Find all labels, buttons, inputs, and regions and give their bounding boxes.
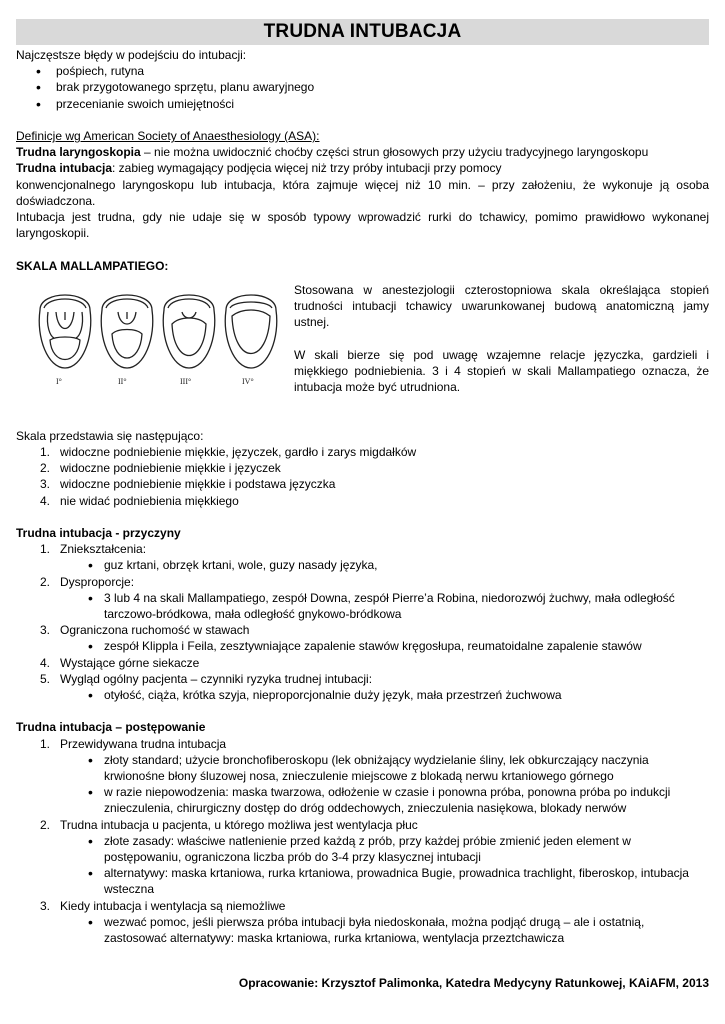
- causes-list: [16, 541, 709, 703]
- grade-label: II°: [118, 376, 127, 386]
- definition-note: Intubacja jest trudna, gdy nie udaje się w sposób typowy wprowadzić rurki do tchawicy, pomimo prawidłowo wykonanej laryngoskopii.: [16, 210, 709, 241]
- list-item: 4. nie widać podniebienia miękkiego: [40, 493, 239, 508]
- causes-heading: Trudna intubacja - przyczyny: [16, 526, 181, 541]
- mallampati-mouth-3: [163, 295, 215, 368]
- sub-item: • złote zasady: właściwe natlenienie przed każdą z prób, przy każdej próbie zmienić jeden element w postępowaniu, ograniczona liczba prób do 3-4 przy klasycznej intubacji: [16, 833, 709, 865]
- sub-item: • zespół Klippla i Feila, zesztywniające zapalenie stawów kręgosłupa, reumatoidalne zapalenie stawów: [16, 638, 709, 654]
- list-item: • pośpiech, rutyna: [16, 63, 709, 79]
- list-item: • przecenianie swoich umiejętności: [16, 96, 709, 112]
- sub-item: • w razie niepowodzenia: maska twarzowa, odłożenie w czasie i ponowna próba, ponowna próba po indukcji znieczulenia, chirurgiczny dostęp do dróg oddechowych, znieczulenia nasiękowa, blokady nerwów: [16, 784, 709, 816]
- list-item: 3. Ograniczona ruchomość w stawach • zespół Klippla i Feila, zesztywniające zapalenie stawów kręgosłupa, reumatoidalne zapalenie stawów: [16, 622, 709, 654]
- procedure-heading: Trudna intubacja – postępowanie: [16, 720, 206, 735]
- list-item: • brak przygotowanego sprzętu, planu awaryjnego: [16, 79, 709, 95]
- list-item: 2. widoczne podniebienie miękkie i języczek: [40, 461, 281, 476]
- term: Trudna laryngoskopia: [16, 145, 141, 160]
- sub-item: • guz krtani, obrzęk krtani, wole, guzy nasady języka,: [16, 557, 709, 573]
- mallampati-description: [294, 282, 709, 395]
- intro-list: [16, 63, 709, 112]
- mallampati-heading: SKALA MALLAMPATIEGO:: [16, 258, 169, 273]
- mallampati-mouth-4: [225, 295, 277, 368]
- definitions-heading: Definicje wg American Society of Anaesthesiology (ASA):: [16, 129, 320, 143]
- scale-list: [16, 444, 709, 509]
- grade-label: IV°: [242, 376, 254, 386]
- sub-item: • wezwać pomoc, jeśli pierwsza próba intubacji była niedoskonała, można podjąć drugą – ale i ostatnią, zastosować alternatywy: maska krtaniowa, rurka krtaniowa, wentylacja przeztchawicza: [16, 914, 709, 946]
- scale-heading: Skala przedstawia się następująco:: [16, 428, 204, 443]
- definition-text: : zabieg wymagający podjęcia więcej niż trzy próby intubacji przy pomocy: [112, 161, 502, 176]
- mallampati-section: [16, 276, 709, 428]
- list-item: 1. Zniekształcenia: • guz krtani, obrzęk krtani, wole, guzy nasady języka,: [16, 541, 709, 573]
- definition-laryngoscopy: [16, 144, 709, 160]
- page-title: TRUDNA INTUBACJA: [16, 19, 709, 45]
- term: Trudna intubacja: [16, 161, 113, 176]
- definition-intubation: [16, 160, 709, 176]
- list-item: 1. widoczne podniebienie miękkie, języczek, gardło i zarys migdałków: [40, 445, 417, 460]
- mallampati-mouth-1: [39, 295, 91, 368]
- definition-text: – nie można uwidocznić choćby części strun głosowych przy użyciu tradycyjnego laryngoskopu: [140, 145, 649, 160]
- sub-item: • alternatywy: maska krtaniowa, rurka krtaniowa, prowadnica Bugie, prowadnica trachlight, fiberoskop, intubacja wsteczna: [16, 865, 709, 897]
- document: [16, 19, 709, 946]
- list-item: 4. Wystające górne siekacze: [40, 655, 200, 670]
- sub-item: • otyłość, ciąża, krótka szyja, nieproporcjonalnie duży język, mała przestrzeń żuchwowa: [16, 687, 709, 703]
- list-item: 2. Dysproporcje: • 3 lub 4 na skali Mallampatiego, zespół Downa, zespół Pierre’a Robina, niedorozwój żuchwy, mała odległość tarczowo-bródkowa, mała odległość gnykowo-bródkowa: [16, 574, 709, 623]
- mallampati-figure: [34, 282, 284, 392]
- procedure-list: [16, 736, 709, 947]
- definition-continued: konwencjonalnego laryngoskopu lub intubacja, która zajmuje więcej niż 10 min. – przy założeniu, że wykonuje ją osoba doświadczona.: [16, 177, 709, 208]
- mallampati-mouth-2: [101, 295, 153, 368]
- intro-heading: Najczęstsze błędy w podejściu do intubacji:: [16, 48, 247, 62]
- list-item: 1. Przewidywana trudna intubacja • złoty standard; użycie bronchofiberoskopu (lek obniżający wydzielanie śliny, lek obkurczający naczynia krwionośne błony śluzowej nosa, znieczulenie miejscowe z blokadą nerwu krtaniowego górnego • w razie niepowodzenia: maska twarzowa, odłożenie w czasie i ponowna próba, ponowna próba po indukcji znieczulenia, chirurgiczny dostęp do dróg oddechowych, znieczulenia nasiękowa, blokady nerwów: [16, 736, 709, 817]
- list-item: 2. Trudna intubacja u pacjenta, u którego możliwa jest wentylacja płuc • złote zasady: właściwe natlenienie przed każdą z prób, przy każdej próbie zmienić jeden element w postępowaniu, ograniczona liczba prób do 3-4 przy klasycznej intubacji • alternatywy: maska krtaniowa, rurka krtaniowa, prowadnica Bugie, prowadnica trachlight, fiberoskop, intubacja wsteczna: [16, 817, 709, 898]
- grade-label: III°: [180, 376, 192, 386]
- mallampati-para-1: Stosowana w anestezjologii czterostopniowa skala określająca stopień trudności intubacji tchawicy uwarunkowanej budową anatomiczną jamy ustnej.: [294, 282, 709, 330]
- list-item: 3. widoczne podniebienie miękkie i podstawa języczka: [40, 477, 336, 492]
- sub-item: • 3 lub 4 na skali Mallampatiego, zespół Downa, zespół Pierre’a Robina, niedorozwój żuchwy, mała odległość tarczowo-bródkowa, mała odległość gnykowo-bródkowa: [16, 590, 709, 622]
- grade-label: I°: [56, 376, 62, 386]
- mallampati-para-2: W skali bierze się pod uwagę wzajemne relacje języczka, gardzieli i miękkiego podniebienia. 3 i 4 stopień w skali Mallampatiego oznacza, że intubacja może być utrudniona.: [294, 347, 709, 395]
- list-item: 3. Kiedy intubacja i wentylacja są niemożliwe • wezwać pomoc, jeśli pierwsza próba intubacji była niedoskonała, można podjąć drugą – ale i ostatnią, zastosować alternatywy: maska krtaniowa, rurka krtaniowa, wentylacja przeztchawicza: [16, 898, 709, 947]
- list-item: 5. Wygląd ogólny pacjenta – czynniki ryzyka trudnej intubacji: • otyłość, ciąża, krótka szyja, nieproporcjonalnie duży język, mała przestrzeń żuchwowa: [16, 671, 709, 703]
- footer-credit: Opracowanie: Krzysztof Palimonka, Katedra Medycyny Ratunkowej, KAiAFM, 2013: [238, 976, 709, 990]
- sub-item: • złoty standard; użycie bronchofiberoskopu (lek obniżający wydzielanie śliny, lek obkurczający naczynia krwionośne błony śluzowej nosa, znieczulenie miejscowe z blokadą nerwu krtaniowego górnego: [16, 752, 709, 784]
